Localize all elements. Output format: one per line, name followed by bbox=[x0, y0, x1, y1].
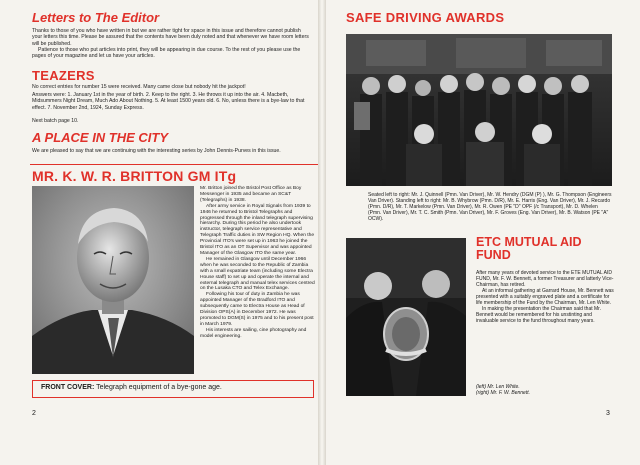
britton-paragraph: His interests are sailing, cine photography and model engineering. bbox=[200, 327, 307, 339]
etc-handshake-photo bbox=[346, 238, 466, 396]
caption-left: (left) Mr. Len White. bbox=[476, 384, 520, 390]
etc-heading: ETC MUTUAL AID FUND bbox=[476, 235, 582, 262]
etc-photo-caption bbox=[476, 384, 614, 396]
britton-paragraph: Mr. Britton joined the Bristol Post Office as Boy Messenger in 1935 and became an SC&T (Telegraphs) in 1938. bbox=[200, 186, 302, 203]
letters-paragraph-1: Thanks to those of you who have written in but we are rather tight for space in this issue and therefore cannot publish your letters this time. Please be assured that the contents have been duly noted and that whenever we have room letters will be published. bbox=[32, 28, 309, 47]
britton-paragraph: He remained in Glasgow until December 1966 when he was seconded to the Republic of Zambia with a small expatriate team (including some Electra House staff) to set up and operate the internal and external telegraph and manual telex services centred on the Lusaka CTO and Telex Exchange. bbox=[200, 256, 315, 292]
page-number-left: 2 bbox=[32, 410, 36, 417]
teazers-intro: No correct entries for number 15 were received. Many came close but nobody hit the jackpot! bbox=[32, 84, 246, 90]
britton-portrait-photo bbox=[32, 186, 194, 374]
awards-caption: Seated left to right: Mr. J. Quinnell (Pmn. Van Driver), Mr. W. Hendry (DGM (P) ), Mr. G. Thompson (Engineers Van Driver). Standing left to right: Mr. B. Whybrow (Pmn. D/R), Mr. E. Harris (Eng. Van Driver), Mr. J. Recardo (Pmn. D/R), Mr. T. Markelow (Pmn. Van Driver), Mr. R. Owen (PE "D" OPF (/c Transport), Mr. D. Whelen (Pmn. Van Driver), Mr. T. C. Smith (Pmn. Van Driver), Mr. F. Groves (Eng. Van Driver), Mr. B. Watson (PE "A" OCW). bbox=[368, 192, 612, 222]
awards-heading: SAFE DRIVING AWARDS bbox=[346, 10, 505, 25]
page-number-right: 3 bbox=[606, 410, 610, 417]
britton-heading: MR. K. W. R. BRITTON GM ITg bbox=[32, 168, 237, 184]
britton-paragraph: After army service in Royal Signals from 1939 to 1946 he returned to Bristol Telegraphs and progressed through the inland telegraph supervising hierarchy. During this period he also undertook instructor, telegraph service representative and Telegraph Traffic duties in SW Region HQ. When the Provincial ITO's were set up in 1963 he joined the Bristol ITO as an OT Supervisor and was appointed Manager of the Glasgow ITO the same year. bbox=[200, 203, 315, 256]
letters-heading: Letters to The Editor bbox=[32, 10, 160, 25]
teazers-heading: TEAZERS bbox=[32, 68, 95, 83]
letters-body bbox=[32, 28, 312, 59]
teazers-next: Next batch page 10. bbox=[32, 118, 79, 124]
britton-biography bbox=[200, 186, 316, 340]
teazers-answers: Answers were: 1. January 1st in the year of birth. 2. Keep to the right. 3. He throws it up into the air. 4. Macbeth, Midsummers Night Dream, Much Ado About Nothing. 5. At least 1500 years old. 6. No, unless there is a bye-law to that effect. 7. November 2nd, 1924, Sunday Express. bbox=[32, 92, 305, 111]
place-body: We are pleased to say that we are continuing with the interesting series by John Dennis-Purves in this issue. bbox=[32, 148, 281, 154]
section-divider bbox=[30, 164, 318, 165]
place-heading: A PLACE IN THE CITY bbox=[32, 130, 169, 145]
britton-paragraph: Following his tour of duty in Zambia he was appointed Manager of the Bradford ITO and subsequently came to Electra House as Head of Division OPS(A) in December 1972. He was promoted to DGM(S) in 1975 and to his present post in March 1979. bbox=[200, 292, 314, 327]
etc-paragraph: At an informal gathering at Garrard House, Mr. Bennett was presented with a suitably engraved plate and a certificate for life membership of the Fund by the Chairman, Mr. Len White. bbox=[476, 288, 614, 306]
letters-paragraph-2: Patience to those who put articles into print, they will be appearing in due course. To the rest of you please use the pages of your magazine and let us have your articles. bbox=[32, 46, 301, 60]
etc-article bbox=[476, 270, 614, 324]
awards-group-photo bbox=[346, 34, 612, 186]
etc-paragraph: After many years of devoted service to the ETE MUTUAL AID FUND, Mr. F. W. Bennett, a former Treasurer and latterly Vice-Chairman, has retired. bbox=[476, 270, 614, 288]
caption-right: (right) Mr. F. W. Bennett. bbox=[476, 390, 530, 396]
front-cover-label: FRONT COVER: bbox=[41, 384, 95, 391]
front-cover-box bbox=[32, 380, 314, 398]
front-cover-text: Telegraph equipment of a bye-gone age. bbox=[96, 384, 222, 391]
etc-paragraph: In making the presentation the Chairman said that Mr. Bennett would be remembered for his unstinting and invaluable service to the fund throughout many years. bbox=[476, 306, 601, 324]
